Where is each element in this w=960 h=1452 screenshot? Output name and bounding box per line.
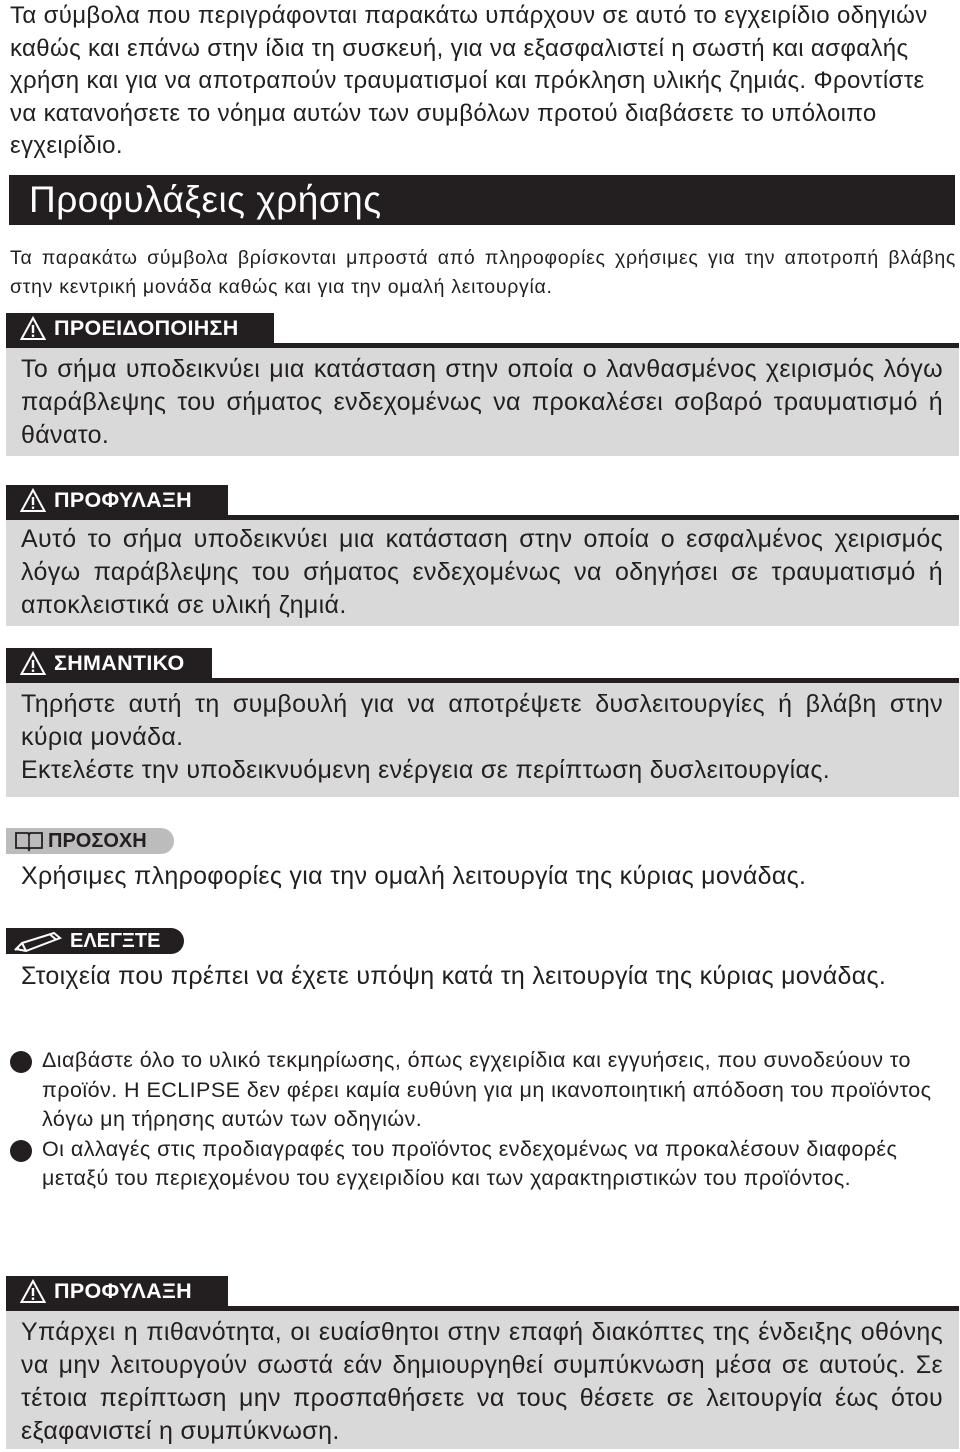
warning-triangle-icon (20, 316, 46, 342)
caution-box (6, 520, 959, 626)
bullet-dot-icon (10, 1051, 32, 1073)
caution-label (6, 485, 228, 517)
important-label-text: ΣΗΜΑΝΤΙΚΟ (54, 651, 185, 675)
warning-box (6, 348, 959, 456)
caution-triangle-icon (20, 488, 46, 514)
section-heading-bar (9, 175, 955, 225)
caution-text: Αυτό το σήμα υποδεικνύει μια κατάσταση στην οποία ο εσφαλμένος χειρισμός λόγω παράβλεψης του σήματος ενδεχομένως να οδηγήσει σε τραυματισμό ή αποκλειστικά σε υλική ζημιά. (21, 525, 943, 619)
warning-label (6, 313, 274, 345)
caution2-triangle-icon (20, 1279, 46, 1305)
section-subtitle: Τα παρακάτω σύμβολα βρίσκονται μπροστά από πληροφορίες χρήσιμες για την αποτροπή βλάβης στην κεντρική μονάδα καθώς και για την ομαλή λειτουργία. (10, 247, 956, 298)
caution2-label-text: ΠΡΟΦΥΛΑΞΗ (54, 1279, 192, 1303)
caution-label-text: ΠΡΟΦΥΛΑΞΗ (54, 488, 192, 512)
section-heading: Προφυλάξεις χρήσης (29, 179, 382, 220)
list-item-text: Οι αλλαγές στις προδιαγραφές του προϊόντος ενδεχομένως να προκαλέσουν διαφορές μεταξύ του περιεχομένου του εγχειριδίου και των χαρακτηριστικών του προϊόντος. (42, 1136, 898, 1190)
list-item (10, 1046, 940, 1135)
intro-paragraph: Τα σύμβολα που περιγράφονται παρακάτω υπάρχουν σε αυτό το εγχειρίδιο οδηγιών καθώς και επάνω στην ίδια τη συσκευή, για να εξασφαλιστεί η σωστή και ασφαλής χρήση και για να αποτραπούν τραυματισμοί και πρόκληση υλικής ζημιάς. Φροντίστε να κατανοήσετε το νόημα αυτών των συμβόλων προτού διαβάσετε το υπόλοιπο εγχειρίδιο. (10, 2, 928, 159)
important-text-2: Εκτελέστε την υποδεικνυόμενη ενέργεια σε περίπτωση δυσλειτουργίας. (21, 756, 831, 784)
bullet-dot-icon (10, 1140, 32, 1162)
check-label-text: ΕΛΕΓΞΤΕ (70, 930, 161, 952)
book-icon (14, 830, 44, 852)
note-label-text: ΠΡΟΣΟΧΗ (48, 830, 147, 852)
important-label (6, 648, 212, 680)
caution2-box (6, 1311, 959, 1449)
warning-text: Το σήμα υποδεικνύει μια κατάσταση στην οποία ο λανθασμένος χειρισμός λόγω παράβλεψης του σήματος ενδεχομένως να προκαλέσει σοβαρό τραυματισμό ή θάνατο. (21, 355, 943, 449)
important-triangle-icon (20, 651, 46, 677)
caution2-label (6, 1276, 228, 1308)
important-box (6, 683, 959, 797)
warning-label-text: ΠΡΟΕΙΔΟΠΟΙΗΣΗ (54, 316, 239, 340)
note-label (6, 828, 174, 854)
caution2-text: Υπάρχει η πιθανότητα, οι ευαίσθητοι στην επαφή διακόπτες της ένδειξης οθόνης να μην λειτουργούν σωστά εάν δημιουργηθεί συμπύκνωση μέσα σε αυτούς. Σε τέτοια περίπτωση μην προσπαθήσετε να τους θέσετε σε λειτουργία έως ότου εξαφανιστεί η συμπύκνωση. (21, 1318, 943, 1445)
bullet-list (10, 1046, 940, 1194)
list-item-text: Διαβάστε όλο το υλικό τεκμηρίωσης, όπως εγχειρίδια και εγγυήσεις, που συνοδεύουν το προϊόν. Η ECLIPSE δεν φέρει καμία ευθύνη για μη ικανοποιητική απόδοση του προϊόντος λόγω μη τήρησης αυτών των οδηγιών. (42, 1048, 932, 1131)
check-label (6, 928, 184, 954)
pencil-icon (12, 929, 68, 953)
important-text-1: Τηρήστε αυτή τη συμβουλή για να αποτρέψετε δυσλειτουργίες ή βλάβη στην κύρια μονάδα. (21, 690, 943, 751)
list-item (10, 1135, 940, 1194)
note-text: Χρήσιμες πληροφορίες για την ομαλή λειτουργία της κύριας μονάδας. (21, 862, 807, 890)
check-text: Στοιχεία που πρέπει να έχετε υπόψη κατά τη λειτουργία της κύριας μονάδας. (21, 962, 887, 990)
